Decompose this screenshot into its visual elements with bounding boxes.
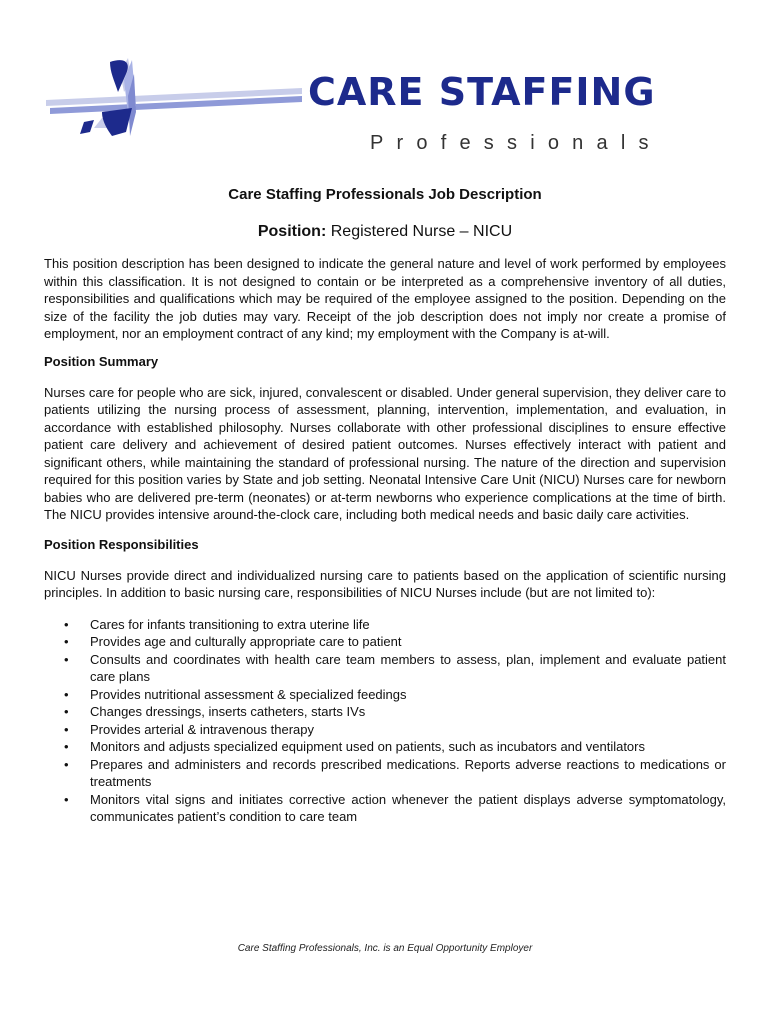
summary-heading: Position Summary bbox=[44, 353, 159, 369]
position-value: Registered Nurse – NICU bbox=[330, 223, 513, 240]
bullet-icon: • bbox=[64, 791, 69, 807]
company-logo bbox=[40, 50, 740, 170]
bullet-icon: • bbox=[64, 651, 69, 667]
medical-cross-logo-icon bbox=[40, 50, 310, 160]
list-item: • Prepares and administers and records prescribed medications. Reports adverse reactions to medications or treatments bbox=[64, 756, 726, 789]
document-body bbox=[44, 186, 726, 826]
list-item: • Monitors and adjusts specialized equipment used on patients, such as incubators and ventilators bbox=[64, 739, 645, 754]
intro-paragraph: This position description has been designed to indicate the general nature and level of work performed by employees within this classification. It is not designed to contain or be interpreted as a comprehensive inventory of all duties, responsibilities and qualifications which may be required of the employee assigned to the position. Depending on the size of the facility the job duties may vary. Receipt of the job description does not imply nor create a promise of employment, nor an employment contract of any kind; my employment with the Company is at-will. bbox=[44, 256, 726, 341]
list-item: • Cares for infants transitioning to extra uterine life bbox=[64, 616, 370, 632]
responsibilities-heading: Position Responsibilities bbox=[44, 536, 199, 552]
responsibilities-intro: NICU Nurses provide direct and individualized nursing care to patients based on the application of scientific nursing principles. In addition to basic nursing care, responsibilities of NICU Nurses include (but are not limited to): bbox=[44, 567, 726, 600]
list-item: • Provides nutritional assessment & specialized feedings bbox=[64, 686, 407, 702]
logo-subtitle: Professionals bbox=[370, 132, 662, 154]
bullet-icon: • bbox=[64, 634, 69, 649]
footer-text: Care Staffing Professionals, Inc. is an Equal Opportunity Employer bbox=[237, 943, 533, 954]
document-title: Care Staffing Professionals Job Description bbox=[228, 186, 542, 203]
list-item: • Monitors vital signs and initiates corrective action whenever the patient displays adverse symptomatology, communicates patient’s condition to care team bbox=[64, 791, 726, 824]
bullet-icon: • bbox=[64, 739, 69, 754]
bullet-icon: • bbox=[64, 686, 69, 702]
bullet-icon: • bbox=[64, 756, 69, 772]
position-label: Position: bbox=[257, 223, 327, 240]
position-line bbox=[44, 223, 726, 241]
list-item: • Consults and coordinates with health care team members to assess, plan, implement and evaluate patient care plans bbox=[64, 651, 726, 684]
bullet-icon: • bbox=[64, 704, 69, 719]
summary-paragraph: Nurses care for people who are sick, injured, convalescent or disabled. Under general supervision, they deliver care to patients utilizing the nursing process of assessment, planning, intervention, implementation, and evaluation, in accordance with established philosophy. Nurses collaborate with other professional disciplines to ensure effective patient care delivery and achievement of desired patient outcomes. Nurses effectively interact with patient and significant others, while maintaining the standard of professional nursing. The nature of the direction and supervision required for this position varies by State and job setting. Neonatal Intensive Care Unit (NICU) Nurses care for newborn babies who are delivered pre-term (neonates) or at-term newborns who experience complications at the time of birth. The NICU provides intensive around-the-clock care, including both medical needs and basic daily care activities. bbox=[44, 384, 726, 522]
responsibilities-list bbox=[44, 616, 726, 826]
logo-wordmark: CARE STAFFING bbox=[308, 70, 656, 114]
bullet-icon: • bbox=[64, 616, 69, 632]
list-item: • Changes dressings, inserts catheters, starts IVs bbox=[64, 704, 366, 719]
list-item: • Provides arterial & intravenous therapy bbox=[64, 721, 315, 737]
list-item: • Provides age and culturally appropriate care to patient bbox=[64, 634, 402, 649]
bullet-icon: • bbox=[64, 721, 69, 737]
